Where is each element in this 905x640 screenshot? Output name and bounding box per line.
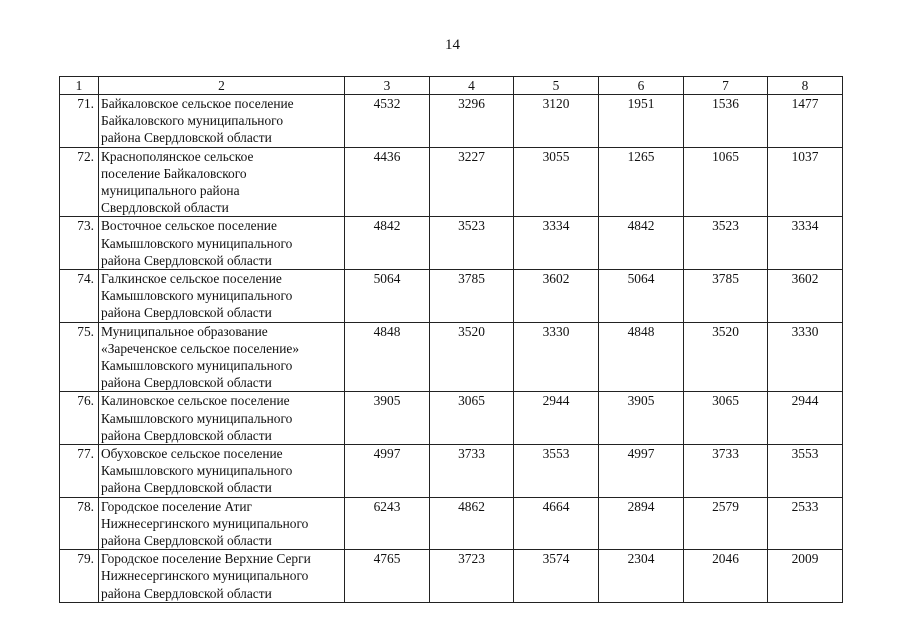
value-cell: 3733: [684, 445, 768, 498]
header-cell-1: 1: [60, 77, 99, 95]
row-number: 77.: [60, 445, 99, 498]
table-row: [60, 392, 843, 445]
value-cell: 3905: [599, 392, 684, 445]
settlement-name: [99, 322, 345, 392]
value-cell: 3065: [430, 392, 514, 445]
settlement-name: [99, 270, 345, 323]
table-row: [60, 147, 843, 217]
value-cell: 1951: [599, 95, 684, 148]
row-number: 74.: [60, 270, 99, 323]
settlement-name-line: Калиновское сельское поселение: [101, 393, 290, 409]
settlement-name-line: района Свердловской области: [101, 375, 272, 391]
settlement-name: [99, 217, 345, 270]
settlement-name: [99, 497, 345, 550]
settlement-name-line: Обуховское сельское поселение: [101, 446, 283, 462]
settlement-name-line: муниципального района: [101, 183, 240, 199]
row-number: 78.: [60, 497, 99, 550]
settlement-name-line: Камышловского муниципального: [101, 463, 293, 479]
value-cell: 3523: [430, 217, 514, 270]
table-row: [60, 322, 843, 392]
table-row: [60, 550, 843, 603]
value-cell: 6243: [345, 497, 430, 550]
value-cell: 3520: [430, 322, 514, 392]
value-cell: 3553: [768, 445, 843, 498]
value-cell: 4848: [345, 322, 430, 392]
value-cell: 1536: [684, 95, 768, 148]
settlement-name-line: Байкаловского муниципального: [101, 113, 284, 129]
value-cell: 2944: [768, 392, 843, 445]
value-cell: 3334: [514, 217, 599, 270]
value-cell: 1065: [684, 147, 768, 217]
row-number: 79.: [60, 550, 99, 603]
settlement-name: [99, 392, 345, 445]
value-cell: 2009: [768, 550, 843, 603]
settlement-name-line: Камышловского муниципального: [101, 410, 293, 426]
value-cell: 3574: [514, 550, 599, 603]
value-cell: 3602: [768, 270, 843, 323]
value-cell: 3296: [430, 95, 514, 148]
settlement-name-line: района Свердловской области: [101, 585, 272, 601]
value-cell: 3733: [430, 445, 514, 498]
value-cell: 2579: [684, 497, 768, 550]
settlement-name-line: поселение Байкаловского: [101, 165, 247, 181]
value-cell: 1037: [768, 147, 843, 217]
value-cell: 3785: [684, 270, 768, 323]
value-cell: 3785: [430, 270, 514, 323]
settlement-name-line: «Зареченское сельское поселение»: [101, 340, 300, 356]
value-cell: 3520: [684, 322, 768, 392]
value-cell: 5064: [599, 270, 684, 323]
settlement-name-line: Камышловского муниципального: [101, 288, 293, 304]
settlement-name-line: Галкинское сельское поселение: [101, 271, 282, 287]
row-number: 72.: [60, 147, 99, 217]
settlement-name-line: Камышловского муниципального: [101, 235, 293, 251]
value-cell: 5064: [345, 270, 430, 323]
header-cell-8: 8: [768, 77, 843, 95]
value-cell: 1477: [768, 95, 843, 148]
header-cell-3: 3: [345, 77, 430, 95]
value-cell: 3227: [430, 147, 514, 217]
table-row: [60, 217, 843, 270]
value-cell: 3553: [514, 445, 599, 498]
row-number: 76.: [60, 392, 99, 445]
settlement-name-line: Нижнесергинского муниципального: [101, 515, 309, 531]
value-cell: 4842: [345, 217, 430, 270]
value-cell: 2304: [599, 550, 684, 603]
settlement-name-line: Муниципальное образование: [101, 323, 268, 339]
settlement-name: [99, 445, 345, 498]
value-cell: 4862: [430, 497, 514, 550]
header-cell-7: 7: [684, 77, 768, 95]
value-cell: 3523: [684, 217, 768, 270]
settlement-name-line: Нижнесергинского муниципального: [101, 568, 309, 584]
settlement-name-line: Краснополянское сельское: [101, 148, 254, 164]
value-cell: 2046: [684, 550, 768, 603]
value-cell: 2533: [768, 497, 843, 550]
settlement-name-line: Камышловского муниципального: [101, 358, 293, 374]
table-row: [60, 497, 843, 550]
settlement-name-line: Восточное сельское поселение: [101, 218, 277, 234]
value-cell: 3055: [514, 147, 599, 217]
value-cell: 4842: [599, 217, 684, 270]
header-cell-4: 4: [430, 77, 514, 95]
settlement-name-line: района Свердловской области: [101, 305, 272, 321]
settlement-name-line: района Свердловской области: [101, 252, 272, 268]
data-table: [59, 76, 843, 603]
settlement-name-line: Городское поселение Атиг: [101, 498, 253, 514]
value-cell: 3334: [768, 217, 843, 270]
row-number: 73.: [60, 217, 99, 270]
table-row: [60, 95, 843, 148]
settlement-name: [99, 147, 345, 217]
value-cell: 4532: [345, 95, 430, 148]
header-row: [60, 77, 843, 95]
value-cell: 3723: [430, 550, 514, 603]
value-cell: 4848: [599, 322, 684, 392]
header-cell-5: 5: [514, 77, 599, 95]
value-cell: 4997: [599, 445, 684, 498]
table-row: [60, 445, 843, 498]
settlement-name-line: района Свердловской области: [101, 480, 272, 496]
row-number: 71.: [60, 95, 99, 148]
value-cell: 4436: [345, 147, 430, 217]
value-cell: 2894: [599, 497, 684, 550]
settlement-name-line: района Свердловской области: [101, 533, 272, 549]
page-number: 14: [445, 37, 460, 53]
header-cell-6: 6: [599, 77, 684, 95]
value-cell: 3120: [514, 95, 599, 148]
value-cell: 4765: [345, 550, 430, 603]
settlement-name: [99, 95, 345, 148]
row-number: 75.: [60, 322, 99, 392]
value-cell: 1265: [599, 147, 684, 217]
value-cell: 3330: [768, 322, 843, 392]
value-cell: 3065: [684, 392, 768, 445]
value-cell: 4664: [514, 497, 599, 550]
value-cell: 3602: [514, 270, 599, 323]
settlement-name: [99, 550, 345, 603]
table-row: [60, 270, 843, 323]
value-cell: 4997: [345, 445, 430, 498]
header-cell-2: 2: [99, 77, 345, 95]
value-cell: 3330: [514, 322, 599, 392]
value-cell: 3905: [345, 392, 430, 445]
settlement-name-line: Свердловской области: [101, 200, 229, 216]
settlement-name-line: района Свердловской области: [101, 130, 272, 146]
settlement-name-line: Байкаловское сельское поселение: [101, 96, 294, 111]
settlement-name-line: Городское поселение Верхние Серги: [101, 551, 311, 567]
value-cell: 2944: [514, 392, 599, 445]
settlement-name-line: района Свердловской области: [101, 427, 272, 443]
